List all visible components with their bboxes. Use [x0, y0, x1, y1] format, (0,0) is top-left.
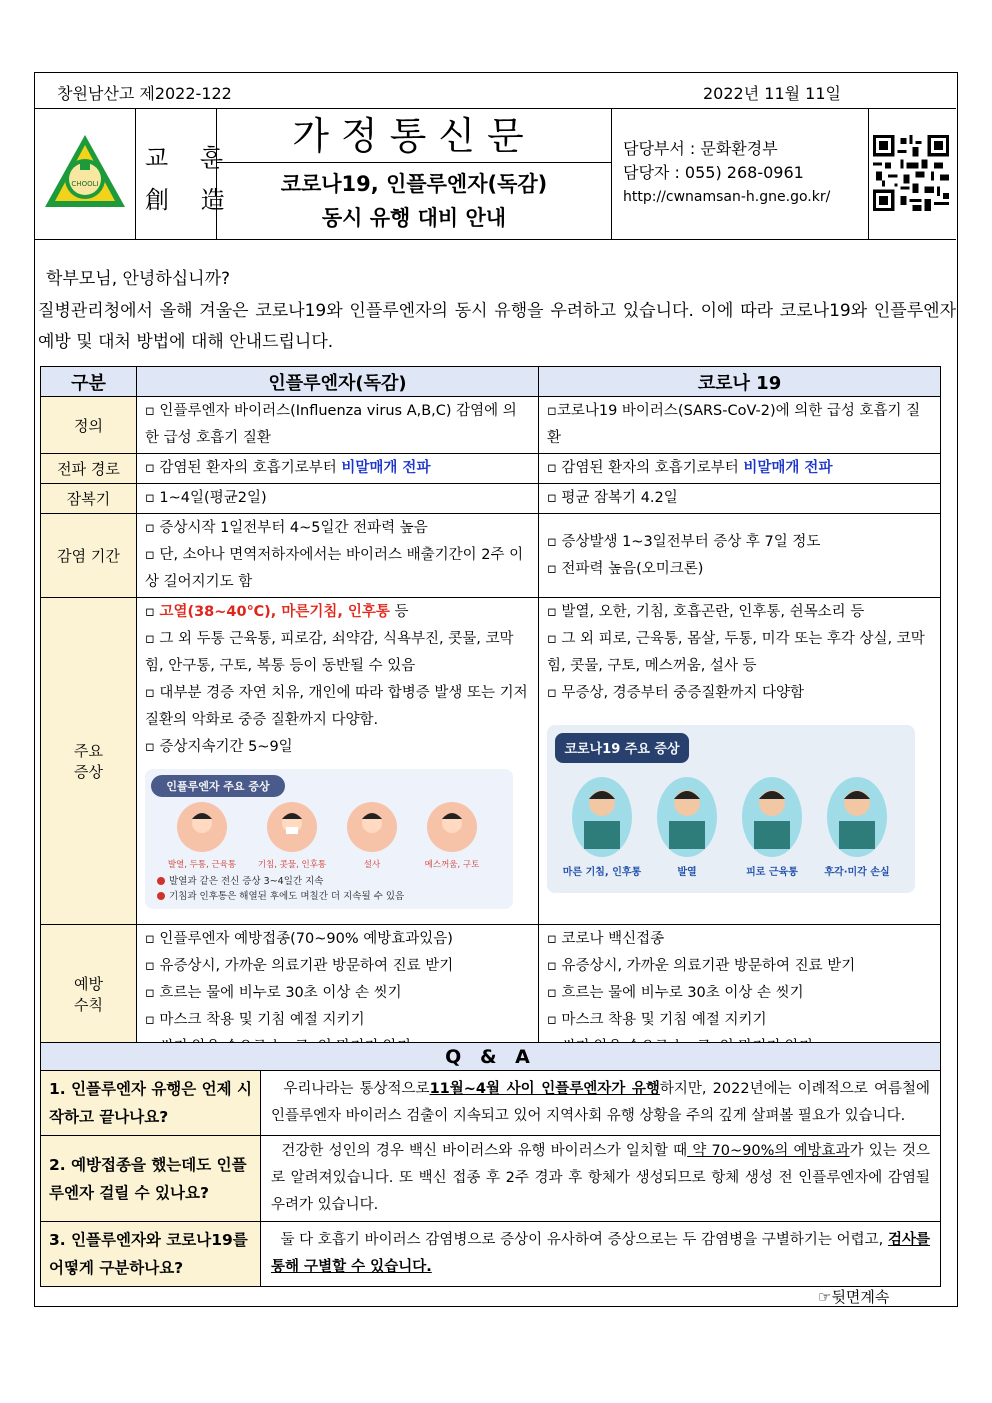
continued-on-back: ☞뒷면계속 — [818, 1288, 890, 1306]
row-label-symptoms: 주요 증상 — [41, 598, 137, 925]
covid-symptoms: ▫ 발열, 오한, 기침, 호흡곤란, 인후통, 쉰목소리 등 ▫ 그 외 피로, 근육통, 몸살, 두통, 미각 또는 후각 상실, 코막힘, 콧물, 구토, 메스꺼움, 설사 등 ▫ 무증상, 경증부터 중증질환까지 다양함 코로나19 주요 증상 마른 기침, 인후통 발열 피로 근육통 후각·미각 손실 — [539, 598, 941, 925]
row-label-route: 전파 경로 — [41, 454, 137, 484]
qa-answer-3: 둘 다 호흡기 바이러스 감염병으로 증상이 유사하여 증상으로는 두 감염병을 구별하기는 어렵고, 검사를 통해 구별할 수 있습니다. — [261, 1222, 941, 1287]
svg-text:기침과 인후통은 해열된 후에도 며칠간 더 지속될 수 있: 기침과 인후통은 해열된 후에도 며칠간 더 지속될 수 있음 — [169, 891, 405, 902]
qa-title: Q & A — [41, 1043, 941, 1071]
svg-text:CHOOLI: CHOOLI — [71, 180, 99, 188]
header-title-row — [35, 109, 956, 240]
row-label-prevention: 예방 수칙 — [41, 925, 137, 1063]
covid-symptoms-illustration — [547, 725, 915, 893]
flu-prevention: ▫ 인플루엔자 예방접종(70~90% 예방효과있음) ▫ 유증상시, 가까운 의료기관 방문하여 진료 받기 ▫ 흐르는 물에 비누로 30초 이상 손 씻기 ▫ 마스크 착용 및 기침 예절 지키기 — [137, 925, 539, 1063]
covid-period: ▫ 증상발생 1~3일전부터 증상 후 7일 정도 ▫ 전파력 높음(오미크론) — [539, 514, 941, 598]
svg-text:후각·미각 손실: 후각·미각 손실 — [824, 867, 890, 878]
col-header-covid: 코로나 19 — [539, 367, 941, 397]
comparison-table — [40, 366, 941, 1063]
flu-period: ▫ 증상시작 1일전부터 4~5일간 전파력 높음 ▫ 단, 소아나 면역저하자에서는 바이러스 배출기간이 2주 이상 길어지기도 함 — [137, 514, 539, 598]
issue-number: 창원남산고 제2022-122 — [57, 84, 232, 103]
qr-code-icon[interactable] — [873, 135, 949, 211]
flu-definition: ▫ 인플루엔자 바이러스(Influenza virus A,B,C) 감염에 의한 급성 호흡기 질환 — [137, 397, 539, 454]
intro-paragraph: 질병관리청에서 올해 겨울은 코로나19와 인플루엔자의 동시 유행을 우려하고 있습니다. 이에 따라 코로나19와 인플루엔자 예방 및 대처 방법에 대해 안내드립니다. — [38, 301, 956, 352]
svg-text:발열: 발열 — [677, 867, 697, 878]
svg-text:메스꺼움, 구토: 메스꺼움, 구토 — [424, 860, 480, 870]
svg-text:인플루엔자 주요 증상: 인플루엔자 주요 증상 — [166, 780, 270, 793]
covid-incubation: ▫ 평균 잠복기 4.2일 — [539, 484, 941, 514]
qa-question-3: 3. 인플루엔자와 코로나19를 어떻게 구분하나요? — [41, 1222, 261, 1287]
row-label-definition: 정의 — [41, 397, 137, 454]
school-motto: 교 훈 創 造 — [145, 144, 237, 214]
qa-table — [40, 1042, 941, 1287]
school-url[interactable]: http://cwnamsan-h.gne.go.kr/ — [623, 189, 831, 205]
flu-symptoms: ▫ 고열(38~40℃), 마른기침, 인후통 등 ▫ 그 외 두통 근육통, 피로감, 쇠약감, 식욕부진, 콧물, 코막힘, 안구통, 구토, 복통 등이 동반될 수 있음 ▫ 대부분 경증 자연 치유, 개인에 따라 합병증 발생 또는 기저 질환의 악화로 중증 질환까지 다양함. ▫ 증상지속기간 5~9일 인플루엔자 주요 증상 발열, 두통, 근육통 기침, 콧물, 인후통 설사 메스꺼움, 구토 발열과 같은 전신 증상 3~4일간 지속 기침과 인후통은 해열된 후에도 며칠간 더 지속될 수 있음 — [137, 598, 539, 925]
contact-info: 담당부서 : 문화환경부 담당자 : 055) 268-0961 http://cwnamsan-h.gne.go.kr/ — [623, 137, 830, 209]
svg-text:설사: 설사 — [363, 860, 381, 870]
school-logo — [41, 131, 129, 213]
row-label-incubation: 잠복기 — [41, 484, 137, 514]
col-header-category: 구분 — [41, 367, 137, 397]
svg-text:코로나19 주요 증상: 코로나19 주요 증상 — [564, 742, 680, 757]
greeting: 학부모님, 안녕하십니까? — [46, 269, 231, 289]
flu-symptoms-illustration — [145, 769, 513, 909]
covid-route: ▫ 감염된 환자의 호흡기로부터 비말매개 전파 — [539, 454, 941, 484]
flu-incubation: ▫ 1~4일(평균2일) — [137, 484, 539, 514]
col-header-flu: 인플루엔자(독감) — [137, 367, 539, 397]
page-title: 가정통신문 — [217, 109, 611, 163]
svg-text:발열, 두통, 근육통: 발열, 두통, 근육통 — [167, 860, 237, 870]
qa-question-2: 2. 예방접종을 했는데도 인플루엔자 걸릴 수 있나요? — [41, 1136, 261, 1222]
svg-text:마른 기침, 인후통: 마른 기침, 인후통 — [562, 867, 642, 878]
svg-text:발열과 같은 전신 증상 3~4일간 지속: 발열과 같은 전신 증상 3~4일간 지속 — [169, 876, 324, 887]
covid-definition: ▫코로나19 바이러스(SARS-CoV-2)에 의한 급성 호흡기 질환 — [539, 397, 941, 454]
row-label-period: 감염 기간 — [41, 514, 137, 598]
header-top-row — [35, 73, 956, 109]
notice-subtitle: 코로나19, 인플루엔자(독감) 동시 유행 대비 안내 — [280, 172, 548, 230]
svg-text:기침, 콧물, 인후통: 기침, 콧물, 인후통 — [257, 860, 327, 870]
qa-question-1: 1. 인플루엔자 유행은 언제 시작하고 끝나나요? — [41, 1071, 261, 1136]
qa-answer-2: 건강한 성인의 경우 백신 바이러스와 유행 바이러스가 일치할 때 약 70~90%의 예방효과가 있는 것으로 알려져있습니다. 또 백신 접종 후 2주 경과 후 항체가 생성되므로 항체 생성 전 인플루엔자에 감염될 우려가 있습니다. — [261, 1136, 941, 1222]
covid-prevention: ▫ 코로나 백신접종 ▫ 유증상시, 가까운 의료기관 방문하여 진료 받기 ▫ 흐르는 물에 비누로 30초 이상 손 씻기 ▫ 마스크 착용 및 기침 예절 지키기 — [539, 925, 941, 1063]
issue-date: 2022년 11월 11일 — [703, 84, 841, 103]
qa-answer-1: 우리나라는 통상적으로11월~4월 사이 인플루엔자가 유행하지만, 2022년에는 이례적으로 여름철에 인플루엔자 바이러스 검출이 지속되고 있어 지역사회 유행 상황을 주의 깊게 살펴볼 필요가 있습니다. — [261, 1071, 941, 1136]
flu-route: ▫ 감염된 환자의 호흡기로부터 비말매개 전파 — [137, 454, 539, 484]
svg-text:피로 근육통: 피로 근육통 — [746, 867, 798, 878]
